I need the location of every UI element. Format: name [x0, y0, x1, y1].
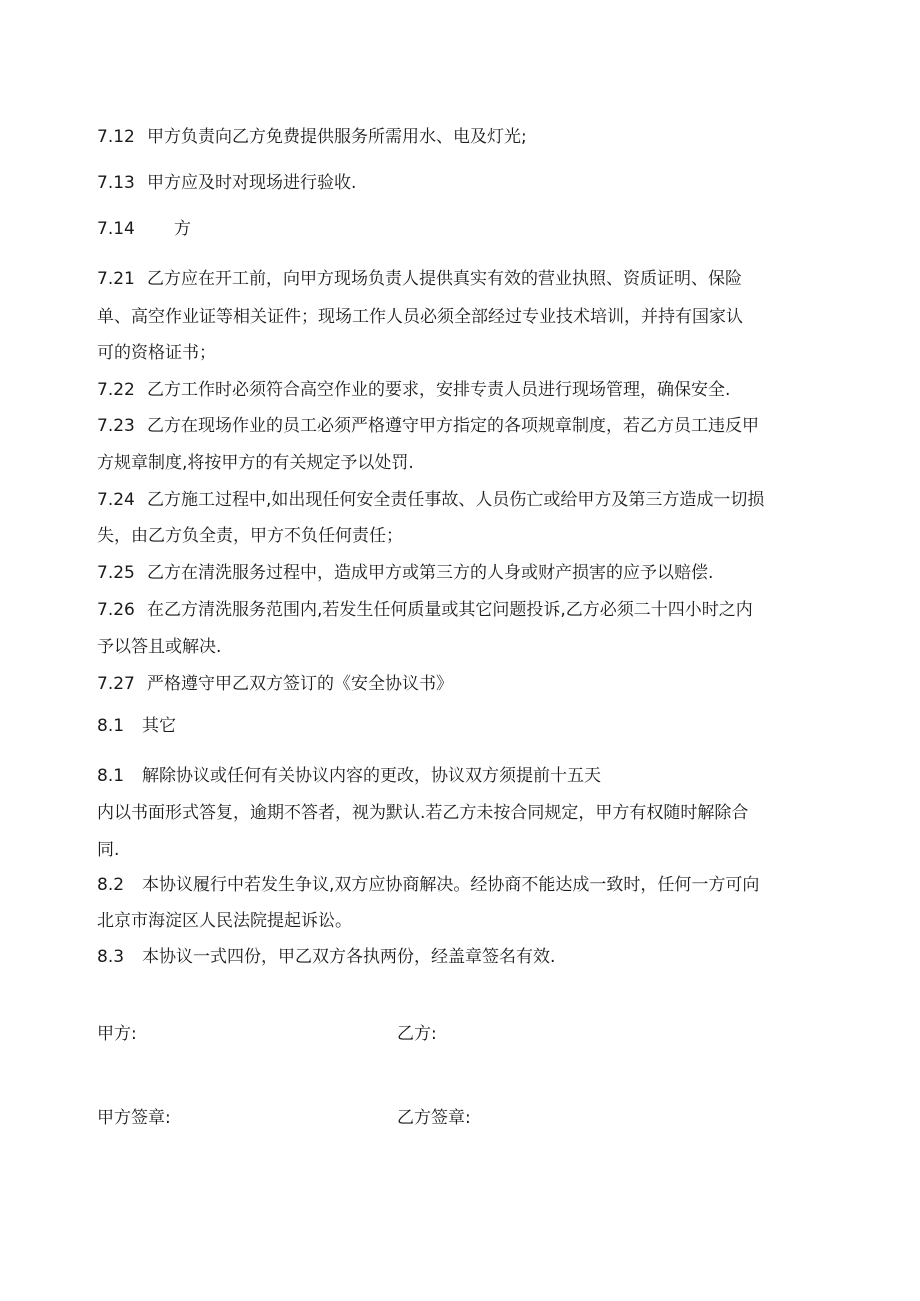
- clause-7-21: [97, 267, 827, 291]
- clause-7-14: [97, 217, 827, 241]
- clause-7-21-cont: [97, 305, 827, 329]
- clause-8-2-cont: [97, 909, 827, 933]
- clause-text: 甲方应及时对现场进行验收.: [147, 173, 357, 193]
- clause-8-1-cont: [97, 801, 827, 825]
- clause-7-27: [97, 672, 827, 696]
- clause-text: 北京市海淀区人民法院提起诉讼。: [97, 911, 352, 931]
- clause-text: 方规章制度,将按甲方的有关规定予以处罚.: [97, 453, 414, 473]
- clause-text: 乙方应在开工前，向甲方现场负责人提供真实有效的营业执照、资质证明、保险: [147, 269, 742, 289]
- clause-text: 乙方在清洗服务过程中，造成甲方或第三方的人身或财产损害的应予以赔偿.: [147, 563, 714, 583]
- clause-7-23-cont: [97, 451, 827, 475]
- clause-number: 7.13: [97, 173, 135, 193]
- clause-text: 在乙方清洗服务范围内,若发生任何质量或其它问题投诉,乙方必须二十四小时之内: [147, 600, 753, 620]
- clause-number: 7.12: [97, 127, 135, 147]
- clause-text: 本协议一式四份，甲乙双方各执两份，经盖章签名有效.: [142, 947, 556, 967]
- section-number: 8.1: [97, 716, 125, 736]
- clause-text: 失，由乙方负全责，甲方不负任何责任；: [97, 526, 403, 546]
- clause-text: 乙方施工过程中,如出现任何安全责任事故、人员伤亡或给甲方及第三方造成一切损: [147, 490, 765, 510]
- clause-text: 方: [174, 219, 191, 239]
- clause-8-2: [97, 873, 827, 897]
- clause-7-26-cont: [97, 635, 827, 659]
- clause-text: 同.: [97, 840, 120, 860]
- section-title: 其它: [142, 716, 176, 736]
- clause-8-1: [97, 764, 827, 788]
- clause-7-22: [97, 378, 827, 402]
- clause-7-21-cont: [97, 341, 827, 365]
- clause-text: 严格遵守甲乙双方签订的《安全协议书》: [147, 674, 453, 694]
- clause-7-26: [97, 598, 827, 622]
- party-a-label: 甲方:: [97, 1024, 137, 1044]
- clause-number: 7.24: [97, 490, 135, 510]
- clause-text: 可的资格证书；: [97, 343, 216, 363]
- clause-text: 乙方在现场作业的员工必须严格遵守甲方指定的各项规章制度，若乙方员工违反甲: [147, 416, 759, 436]
- clause-7-13: [97, 171, 827, 195]
- party-a-seal-label: 甲方签章:: [97, 1108, 171, 1128]
- clause-number: 7.26: [97, 600, 135, 620]
- clause-text: 予以答且或解决.: [97, 637, 222, 657]
- clause-8-3: [97, 945, 827, 969]
- party-b-label: 乙方:: [397, 1024, 437, 1044]
- clause-number: 8.2: [97, 875, 125, 895]
- clause-number: 8.3: [97, 947, 125, 967]
- clause-text: 本协议履行中若发生争议,双方应协商解决。经协商不能达成一致时，任何一方可向: [142, 875, 760, 895]
- section-8-1-heading: [97, 714, 827, 738]
- clause-text: 甲方负责向乙方免费提供服务所需用水、电及灯光;: [147, 127, 527, 147]
- clause-number: 7.27: [97, 674, 135, 694]
- clause-text: 内以书面形式答复，逾期不答者，视为默认.若乙方未按合同规定，甲方有权随时解除合: [97, 803, 749, 823]
- clause-number: 7.23: [97, 416, 135, 436]
- clause-8-1-cont: [97, 838, 827, 862]
- clause-7-24-cont: [97, 524, 827, 548]
- clause-7-23: [97, 414, 827, 438]
- clause-number: 7.25: [97, 563, 135, 583]
- clause-text: 单、高空作业证等相关证件；现场工作人员必须全部经过专业技术培训，并持有国家认: [97, 307, 743, 327]
- clause-number: 7.21: [97, 269, 135, 289]
- clause-text: 解除协议或任何有关协议内容的更改，协议双方须提前十五天: [142, 766, 601, 786]
- clause-7-24: [97, 488, 827, 512]
- clause-number: 7.14: [97, 219, 135, 239]
- clause-7-25: [97, 561, 827, 585]
- clause-7-12: [97, 125, 827, 149]
- clause-number: 7.22: [97, 380, 135, 400]
- party-b-seal-label: 乙方签章:: [397, 1108, 471, 1128]
- clause-number: 8.1: [97, 766, 125, 786]
- clause-text: 乙方工作时必须符合高空作业的要求，安排专责人员进行现场管理，确保安全.: [147, 380, 731, 400]
